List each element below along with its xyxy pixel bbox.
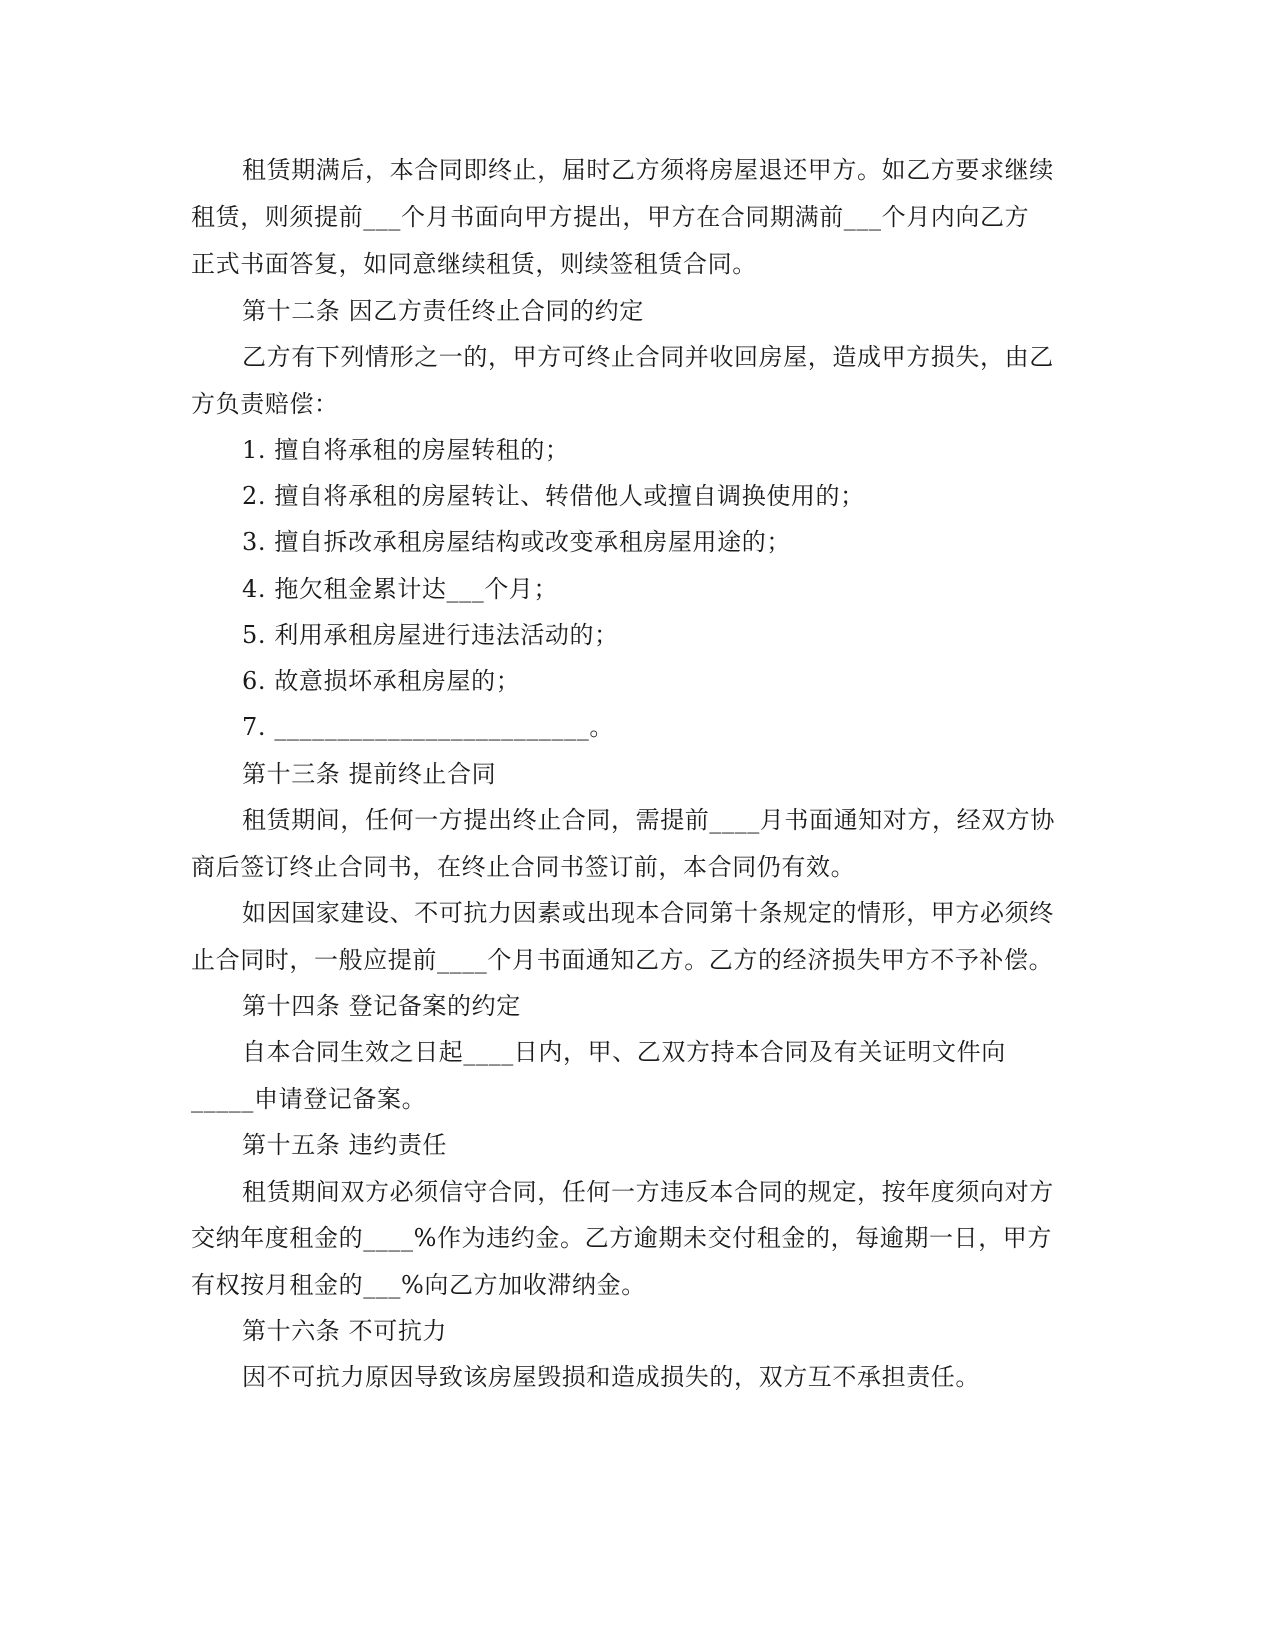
- article-heading: 第十三条 提前终止合同: [242, 760, 497, 788]
- list-item: 2. 擅自将承租的房屋转让、转借他人或擅自调换使用的；: [242, 482, 865, 510]
- paragraph-line: 租赁期满后，本合同即终止，届时乙方须将房屋退还甲方。如乙方要求继续: [242, 156, 1054, 184]
- paragraph-line: 方负责赔偿：: [191, 390, 339, 418]
- paragraph-line: 自本合同生效之日起____日内，甲、乙双方持本合同及有关证明文件向: [242, 1038, 1006, 1066]
- paragraph-line: 有权按月租金的___%向乙方加收滞纳金。: [191, 1271, 646, 1299]
- article-heading: 第十四条 登记备案的约定: [242, 992, 521, 1020]
- paragraph-line: 止合同时，一般应提前____个月书面通知乙方。乙方的经济损失甲方不予补偿。: [191, 946, 1054, 974]
- list-item: 5. 利用承租房屋进行违法活动的；: [242, 621, 619, 649]
- paragraph-line: 租赁，则须提前___个月书面向甲方提出，甲方在合同期满前___个月内向乙方: [191, 203, 1030, 231]
- list-item: 7. _________________________。: [242, 713, 614, 741]
- list-item: 4. 拖欠租金累计达___个月；: [242, 575, 559, 603]
- paragraph-line: _____申请登记备案。: [191, 1085, 427, 1113]
- paragraph-line: 正式书面答复，如同意继续租赁，则续签租赁合同。: [191, 250, 757, 278]
- list-item: 6. 故意损坏承租房屋的；: [242, 667, 521, 695]
- article-heading: 第十五条 违约责任: [242, 1131, 448, 1159]
- article-heading: 第十二条 因乙方责任终止合同的约定: [242, 297, 644, 325]
- list-item: 1. 擅自将承租的房屋转租的；: [242, 436, 570, 464]
- paragraph-line: 交纳年度租金的____%作为违约金。乙方逾期未交付租金的，每逾期一日，甲方: [191, 1224, 1053, 1252]
- paragraph-line: 商后签订终止合同书，在终止合同书签订前，本合同仍有效。: [191, 853, 856, 881]
- paragraph-line: 乙方有下列情形之一的，甲方可终止合同并收回房屋，造成甲方损失，由乙: [242, 343, 1054, 371]
- list-item: 3. 擅自拆改承租房屋结构或改变承租房屋用途的；: [242, 528, 791, 556]
- paragraph-line: 租赁期间双方必须信守合同，任何一方违反本合同的规定，按年度须向对方: [242, 1178, 1054, 1206]
- article-heading: 第十六条 不可抗力: [242, 1317, 448, 1345]
- paragraph-line: 因不可抗力原因导致该房屋毁损和造成损失的，双方互不承担责任。: [242, 1363, 980, 1391]
- paragraph-line: 租赁期间，任何一方提出终止合同，需提前____月书面通知对方，经双方协: [242, 806, 1055, 834]
- paragraph-line: 如因国家建设、不可抗力因素或出现本合同第十条规定的情形，甲方必须终: [242, 899, 1054, 927]
